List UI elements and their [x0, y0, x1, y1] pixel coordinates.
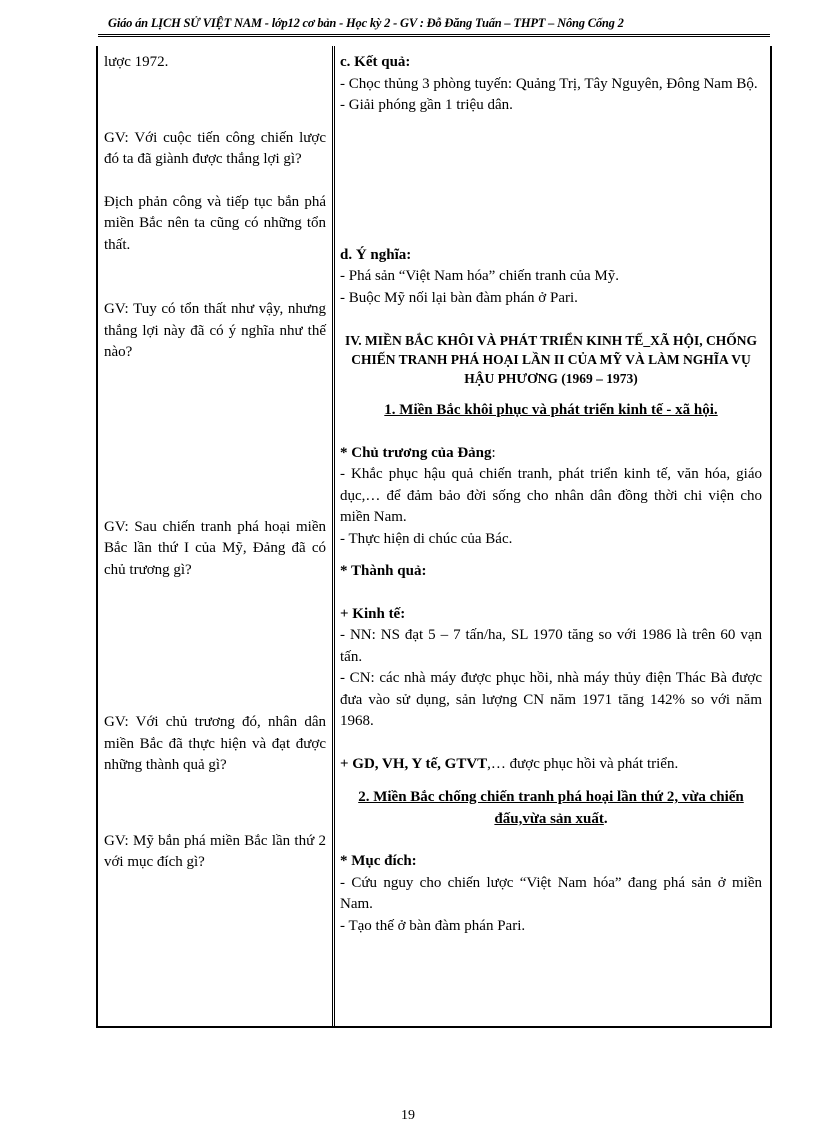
muc-dich-item-1: - Cứu nguy cho chiến lược “Việt Nam hóa” đang phá sản ở miền Nam. [340, 874, 762, 912]
teacher-question-3: GV: Sau chiến tranh phá hoại miền Bắc lần thứ I của Mỹ, Đảng đã có chủ trương gì? [104, 518, 326, 578]
ket-qua-item-2: - Giải phóng gần 1 triệu dân. [340, 97, 513, 113]
teacher-question-2: GV: Tuy có tổn thất như vậy, nhưng thắng lợi này đã có ý nghĩa như thế nào? [104, 301, 326, 360]
kinh-te-item-2: - CN: các nhà máy được phục hồi, nhà máy thủy điện Thác Bà được đưa vào sử dụng, sản lượng CN năm 1971 tăng 142% so với năm 1968. [340, 670, 762, 729]
chu-truong-heading [340, 443, 762, 465]
sub-heading-2 [340, 787, 762, 830]
kinh-te-item-1: - NN: NS đạt 5 – 7 tấn/ha, SL 1970 tăng so với 1986 là trên 60 vạn tấn. [340, 627, 762, 665]
sub-heading-1 [340, 400, 762, 422]
teacher-question-1: GV: Với cuộc tiến công chiến lược đó ta đã giành được thắng lợi gì? [104, 129, 326, 167]
gd-text: ,… được phục hồi và phát triển. [487, 755, 679, 772]
teacher-question-5: GV: Mỹ bắn phá miền Bắc lần thứ 2 với mục đích gì? [104, 832, 326, 870]
left-column [104, 52, 326, 874]
y-nghia-item-2: - Buộc Mỹ nối lại bàn đàm phán ở Pari. [340, 289, 578, 306]
ket-qua-item-1: - Chọc thủng 3 phòng tuyến: Quảng Trị, Tây Nguyên, Đông Nam Bộ. [340, 75, 758, 92]
chu-truong-colon: : [491, 444, 496, 461]
muc-dich-title: * Mục đích: [340, 853, 417, 869]
page-header: Giáo án LỊCH SỬ VIỆT NAM - lớp12 cơ bản - Học kỳ 2 - GV : Đỗ Đăng Tuấn – THPT – Nông Cống 2 [108, 16, 624, 30]
sub-heading-1-text: 1. Miền Bắc khôi phục và phát triển kinh tế - xã hội. [384, 402, 718, 418]
kinh-te-title: + Kinh tế: [340, 605, 406, 622]
chu-truong-item-2: - Thực hiện di chúc của Bác. [340, 530, 513, 547]
right-column [340, 52, 762, 937]
sub-heading-2-text: 2. Miền Bắc chống chiến tranh phá hoại lần thứ 2, vừa chiến đấu,vừa sản xuất [358, 789, 744, 827]
gd-line [340, 754, 762, 776]
ket-qua-title: c. Kết quả: [340, 54, 411, 70]
header-rule [98, 34, 770, 37]
page-number: 19 [401, 1108, 415, 1123]
chu-truong-item-1: - Khắc phục hậu quả chiến tranh, phát triển kinh tế, văn hóa, giáo dục,… để đảm bảo đời sống cho nhân dân đồng thời chi viện cho miền Nam. [340, 466, 762, 525]
muc-dich-item-2: - Tạo thế ở bàn đàm phán Pari. [340, 917, 526, 934]
thanh-qua-title: * Thành quả: [340, 563, 427, 579]
column-divider [332, 46, 335, 1026]
section-iv-title: IV. MIỀN BẮC KHÔI VÀ PHÁT TRIỂN KINH TẾ_XÃ HỘI, CHỐNG CHIẾN TRANH PHÁ HOẠI LẦN II CỦA MỸ VÀ LÀM NGHĨA VỤ HẬU PHƯƠNG (1969 – 1973) [344, 333, 758, 386]
y-nghia-item-1: - Phá sản “Việt Nam hóa” chiến tranh của Mỹ. [340, 268, 620, 284]
left-text-1: lược 1972. [104, 54, 169, 70]
chu-truong-title: * Chủ trương của Đảng [340, 444, 492, 461]
gd-label: + GD, VH, Y tế, GTVT [340, 755, 488, 772]
y-nghia-title: d. Ý nghĩa: [340, 246, 412, 263]
left-text-2: Địch phản công và tiếp tục bắn phá miền Bắc nên ta cũng có những tổn thất. [104, 193, 326, 253]
sub-heading-2-dot: . [603, 810, 608, 827]
teacher-question-4: GV: Với chủ trương đó, nhân dân miền Bắc đã thực hiện và đạt được những thành quả gì? [104, 714, 326, 773]
